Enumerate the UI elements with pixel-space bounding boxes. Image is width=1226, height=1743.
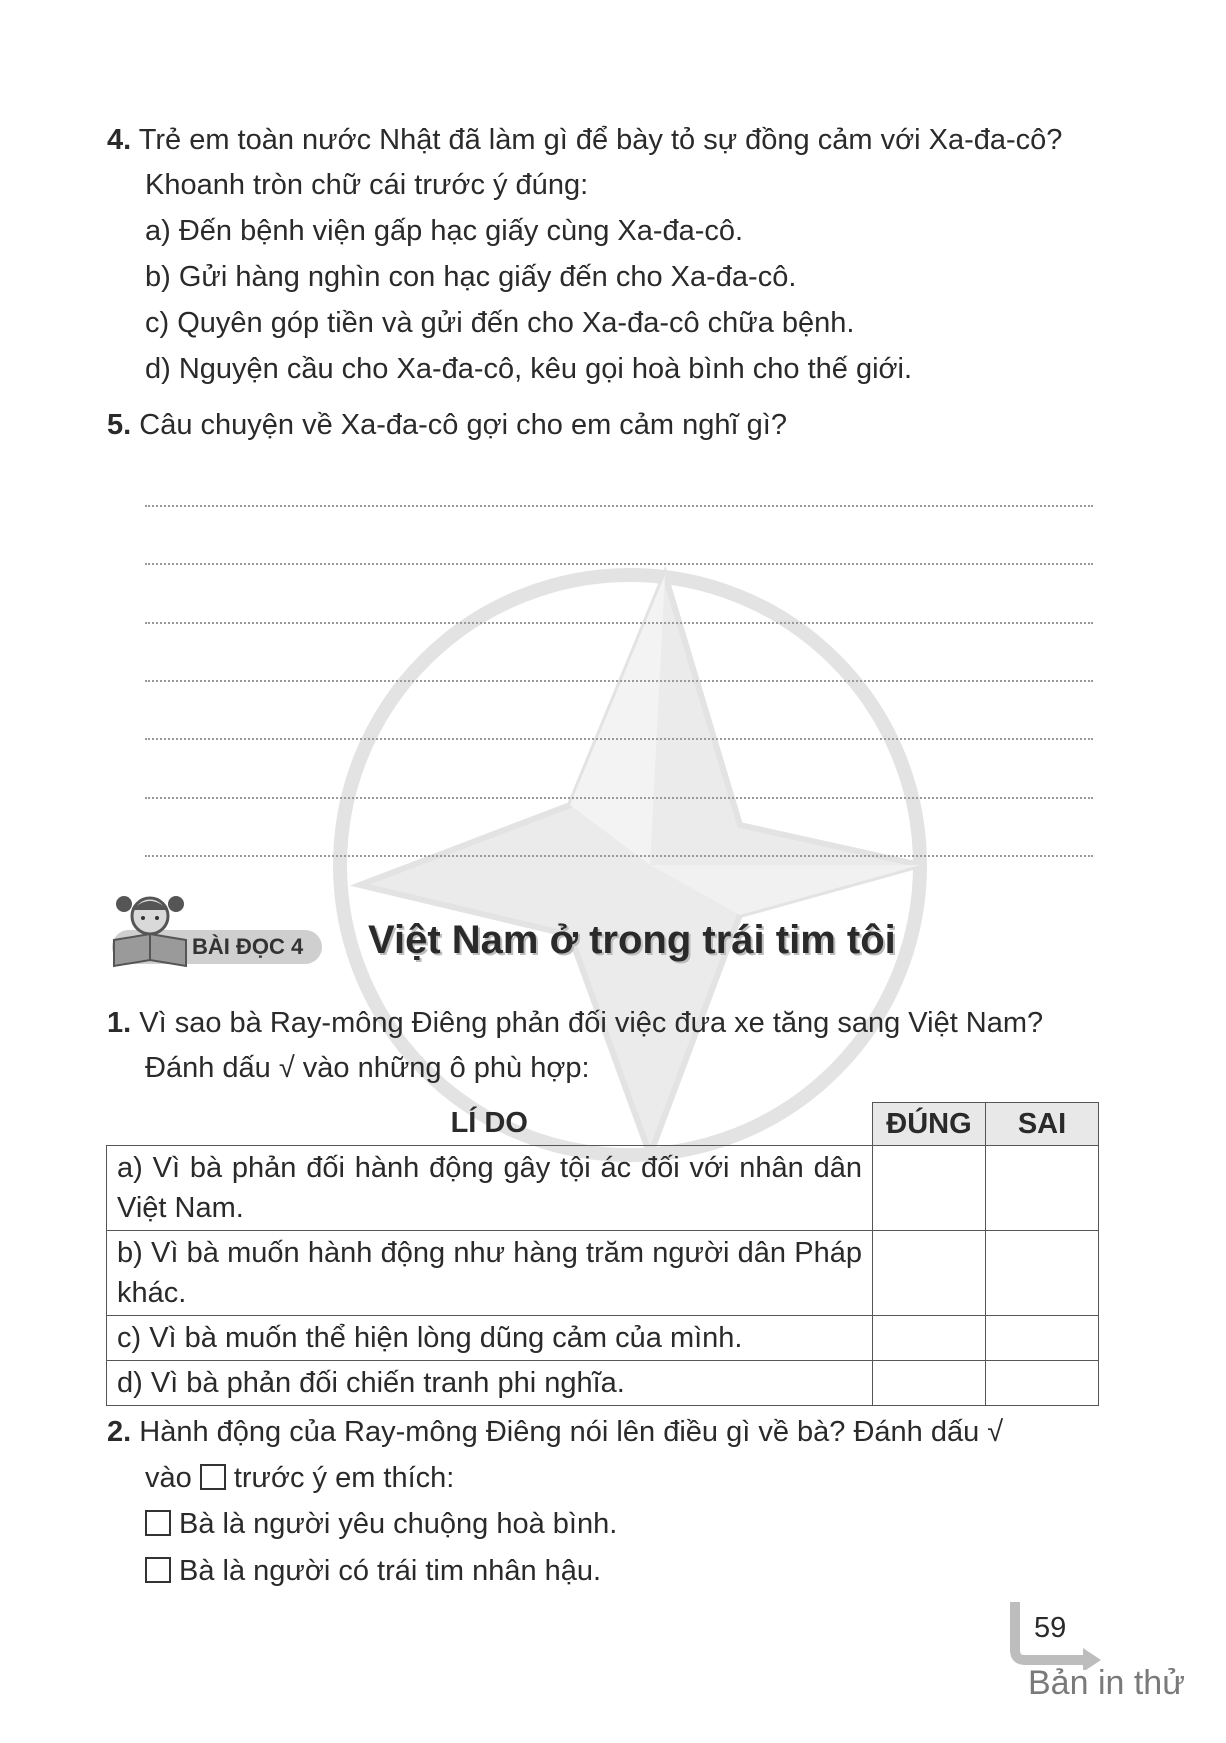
reason-cell: d) Vì bà phản đối chiến tranh phi nghĩa.: [107, 1361, 873, 1406]
question-number: 4.: [107, 124, 132, 156]
answer-line[interactable]: [145, 797, 1093, 799]
correct-checkbox-cell[interactable]: [873, 1361, 986, 1406]
answer-line[interactable]: [145, 738, 1093, 740]
question-text: Hành động của Ray-mông Điêng nói lên điều gì về bà? Đánh dấu √: [139, 1416, 1004, 1448]
table-row: [107, 1361, 1099, 1406]
section-question-1: [107, 1000, 1043, 1046]
question-text: Câu chuyện về Xa-đa-cô gợi cho em cảm nghĩ gì?: [139, 409, 787, 441]
option-label: Bà là người có trái tim nhân hậu.: [179, 1555, 602, 1587]
question-number: 1.: [107, 1007, 132, 1039]
table-header-row: [107, 1103, 1099, 1146]
question-number: 5.: [107, 409, 132, 441]
correct-checkbox-cell[interactable]: [873, 1231, 986, 1316]
question-number: 2.: [107, 1416, 132, 1448]
s1-instruction: Đánh dấu √ vào những ô phù hợp:: [145, 1052, 590, 1084]
wrong-checkbox-cell[interactable]: [986, 1231, 1099, 1316]
q4-option-c[interactable]: c) Quyên góp tiền và gửi đến cho Xa-đa-cô chữa bệnh.: [145, 307, 855, 339]
question-5: [107, 402, 787, 448]
question-text: Trẻ em toàn nước Nhật đã làm gì để bày tỏ sự đồng cảm với Xa-đa-cô?: [138, 124, 1063, 156]
reading-section-header: [108, 888, 1108, 978]
q4-option-b[interactable]: b) Gửi hàng nghìn con hạc giấy đến cho Xa-đa-cô.: [145, 261, 797, 293]
lesson-badge-label: BÀI ĐỌC 4: [192, 934, 304, 959]
reason-cell: c) Vì bà muốn thể hiện lòng dũng cảm của mình.: [107, 1316, 873, 1361]
option-checkbox[interactable]: [145, 1510, 171, 1536]
s2-instruction: [145, 1455, 454, 1501]
answer-line[interactable]: [145, 505, 1093, 507]
answer-line[interactable]: [145, 855, 1093, 857]
table-row: [107, 1316, 1099, 1361]
q4-option-d[interactable]: d) Nguyện cầu cho Xa-đa-cô, kêu gọi hoà bình cho thế giới.: [145, 353, 913, 385]
table-row: [107, 1231, 1099, 1316]
wrong-checkbox-cell[interactable]: [986, 1316, 1099, 1361]
answer-line[interactable]: [145, 622, 1093, 624]
draft-print-label: Bản in thử: [1028, 1664, 1185, 1702]
reason-table: [106, 1102, 1099, 1406]
option-checkbox[interactable]: [145, 1557, 171, 1583]
wrong-checkbox-cell[interactable]: [986, 1361, 1099, 1406]
instruction-suffix: trước ý em thích:: [233, 1462, 455, 1494]
q4-option-a[interactable]: a) Đến bệnh viện gấp hạc giấy cùng Xa-đa-cô.: [145, 215, 744, 247]
q4-instruction: Khoanh tròn chữ cái trước ý đúng:: [145, 169, 589, 201]
wrong-checkbox-cell[interactable]: [986, 1146, 1099, 1231]
reason-cell: a) Vì bà phản đối hành động gây tội ác đối với nhân dân Việt Nam.: [107, 1146, 873, 1231]
checkbox-icon: [200, 1464, 226, 1490]
column-header-correct: ĐÚNG: [873, 1103, 986, 1146]
page-number: 59: [1034, 1612, 1067, 1644]
answer-line[interactable]: [145, 563, 1093, 565]
section-title: Việt Nam ở trong trái tim tôi: [368, 918, 896, 962]
section-question-2: [107, 1409, 1003, 1455]
reading-girl-icon: [110, 888, 190, 968]
correct-checkbox-cell[interactable]: [873, 1316, 986, 1361]
reason-cell: b) Vì bà muốn hành động như hàng trăm người dân Pháp khác.: [107, 1231, 873, 1316]
column-header-reason: LÍ DO: [450, 1107, 528, 1140]
instruction-prefix: vào: [145, 1462, 192, 1494]
option-label: Bà là người yêu chuộng hoà bình.: [179, 1508, 618, 1540]
table-row: [107, 1146, 1099, 1231]
column-header-wrong: SAI: [986, 1103, 1099, 1146]
correct-checkbox-cell[interactable]: [873, 1146, 986, 1231]
question-4: [107, 117, 1062, 163]
s2-option-1[interactable]: [145, 1501, 617, 1547]
answer-line[interactable]: [145, 680, 1093, 682]
question-text: Vì sao bà Ray-mông Điêng phản đối việc đưa xe tăng sang Việt Nam?: [139, 1007, 1044, 1039]
s2-option-2[interactable]: [145, 1548, 601, 1594]
